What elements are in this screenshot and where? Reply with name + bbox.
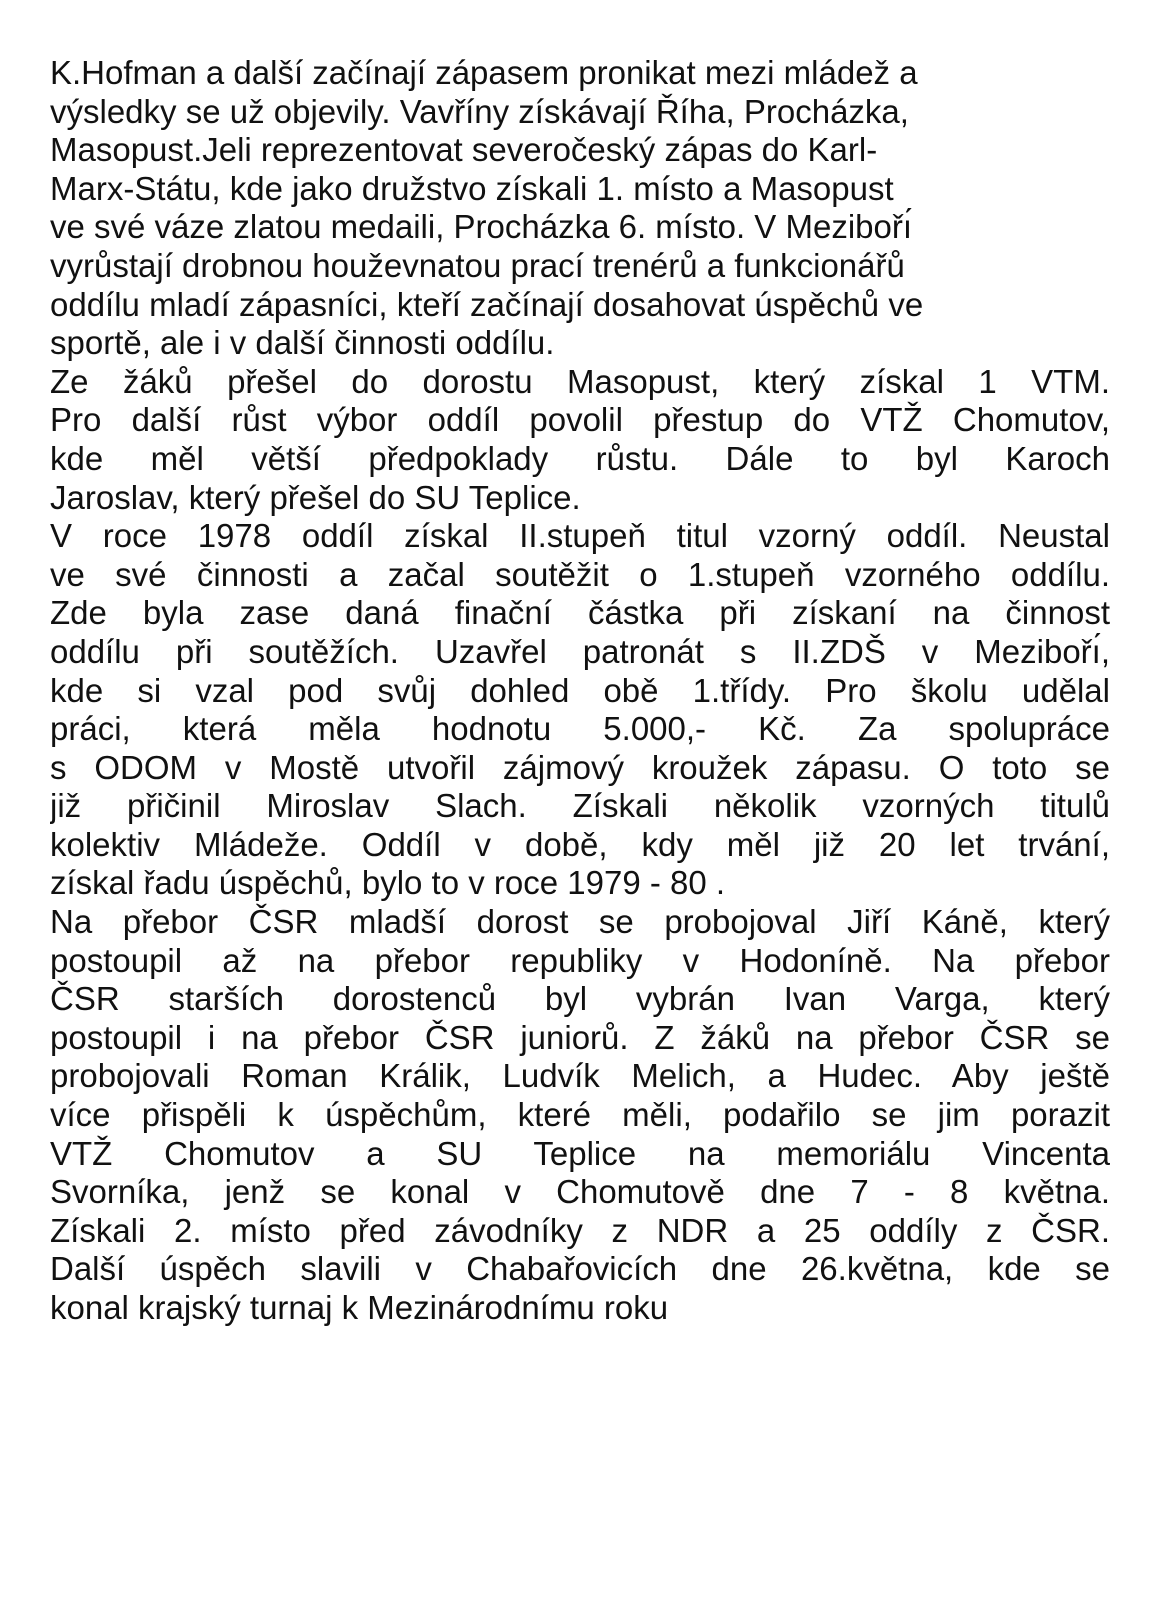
text-line: Masopust.Jeli reprezentovat severočeský zápas do Karl- <box>50 131 878 169</box>
text-line: ve své činnosti a začal soutěžit o 1.stupeň vzorného oddílu. <box>50 555 1110 593</box>
text-line: Jaroslav, který přešel do SU Teplice. <box>50 478 581 516</box>
text-line: probojovali Roman Králik, Ludvík Melich, a Hudec. Aby ještě <box>50 1057 1110 1095</box>
text-line: ČSR starších dorostenců byl vybrán Ivan Varga, který <box>50 980 1110 1018</box>
text-line: oddílu při soutěžích. Uzavřel patronát s II.ZDŠ v Mezibořı́, <box>50 632 1110 670</box>
text-line: získal řadu úspěchů, bylo to v roce 1979 - 80 . <box>50 864 726 902</box>
text-line: konal krajský turnaj k Mezinárodnímu roku <box>50 1289 669 1326</box>
text-line: kde měl větší předpoklady růstu. Dále to byl Karoch <box>50 439 1110 477</box>
text-line: vyrůstají drobnou houževnatou prací trenérů a funkcionářů <box>50 246 905 284</box>
text-line: Získali 2. místo před závodníky z NDR a 25 oddíly z ČSR. <box>50 1211 1110 1249</box>
text-line: práci, která měla hodnotu 5.000,- Kč. Za spolupráce <box>50 710 1110 748</box>
text-line: oddílu mladí zápasníci, kteří začínají dosahovat úspěchů ve <box>50 285 924 323</box>
text-line: více přispěli k úspěchům, které měli, podařilo se jim porazit <box>50 1096 1110 1134</box>
text-line: VTŽ Chomutov a SU Teplice na memoriálu Vincenta <box>50 1134 1110 1172</box>
text-line: Pro další růst výbor oddíl povolil přestup do VTŽ Chomutov, <box>50 401 1110 439</box>
text-line: postoupil až na přebor republiky v Hodoníně. Na přebor <box>50 941 1110 979</box>
text-line: sportě, ale i v další činnosti oddílu. <box>50 324 555 362</box>
text-line: Na přebor ČSR mladší dorost se probojoval Jiří Káně, který <box>50 903 1110 941</box>
text-line: Svorníka, jenž se konal v Chomutově dne 7 - 8 května. <box>50 1173 1110 1211</box>
text-line: Další úspěch slavili v Chabařovicích dne 26.května, kde se <box>50 1250 1110 1288</box>
text-line: výsledky se už objevily. Vavříny získávají Říha, Procházka, <box>50 92 909 130</box>
text-line: kolektiv Mládeže. Oddíl v době, kdy měl již 20 let trvání, <box>50 825 1110 863</box>
text-line: Zde byla zase daná finační částka při získaní na činnost <box>50 594 1110 632</box>
text-line: již přičinil Miroslav Slach. Získali několik vzorných titulů <box>50 787 1110 825</box>
text-line: Ze žáků přešel do dorostu Masopust, který získal 1 VTM. <box>50 362 1110 400</box>
text-line: V roce 1978 oddíl získal II.stupeň titul vzorný oddíl. Neustal <box>50 517 1110 555</box>
text-line: ve své váze zlatou medaili, Procházka 6. místo. V Mezibořı́ <box>50 208 913 246</box>
text-line: s ODOM v Mostě utvořil zájmový kroužek zápasu. O toto se <box>50 748 1110 786</box>
text-line: postoupil i na přebor ČSR juniorů. Z žáků na přebor ČSR se <box>50 1018 1110 1056</box>
text-line: K.Hofman a další začínají zápasem pronikat mezi mládež a <box>50 54 918 91</box>
text-line: Marx-Státu, kde jako družstvo získali 1. místo a Masopust <box>50 169 894 207</box>
document-body-text <box>50 54 1110 1328</box>
text-line: kde si vzal pod svůj dohled obě 1.třídy. Pro školu udělal <box>50 671 1110 709</box>
